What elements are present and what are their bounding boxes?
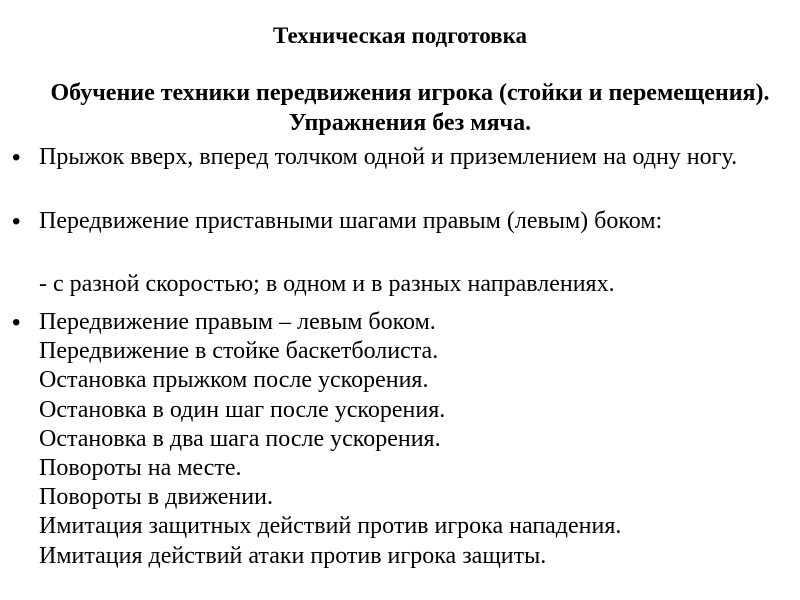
list-item-text: Передвижение приставными шагами правым (левым) боком: [39,208,663,234]
list-item-text: Прыжок вверх, вперед толчком одной и приземлением на одну ногу. [39,144,738,170]
list-item-lines [39,308,789,571]
slide-title: Техническая подготовка [272,23,528,48]
list-item-line: Имитация действий атаки против игрока защиты. [39,542,547,569]
list-item-line: Передвижение в стойке баскетболиста. [39,338,439,365]
list-item-line: Остановка в два шага после ускорения. [39,425,441,452]
list-item-line: Повороты на месте. [39,455,242,482]
bullet-glyph: • [12,208,21,235]
list-item-line: Остановка в один шаг после ускорения. [39,396,446,423]
list-item-subtext: - с разной скоростью; в одном и в разных направлениях. [39,271,615,297]
list-item-line: Имитация защитных действий против игрока нападения. [39,513,622,540]
slide-subtitle: Обучение техники передвижения игрока (стойки и перемещения). Упражнения без мяча. [50,80,770,136]
list-item-line: Повороты в движении. [39,484,273,511]
list-item-line: Передвижение правым – левым боком. [39,309,436,335]
list-item-line: Остановка прыжком после ускорения. [39,367,429,394]
bullet-glyph: • [12,309,21,336]
bullet-glyph: • [12,144,21,171]
